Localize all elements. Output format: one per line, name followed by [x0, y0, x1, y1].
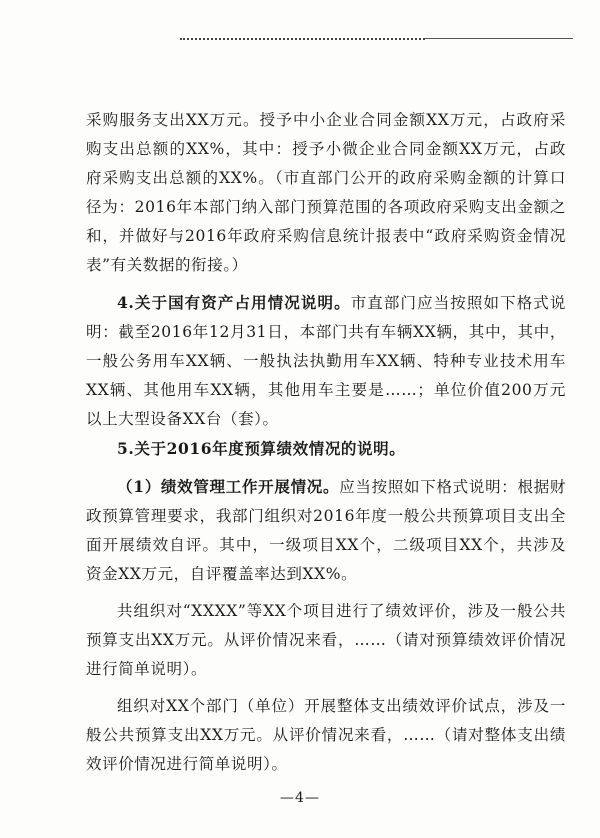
- paragraph-performance-heading: [86, 434, 566, 464]
- subsection-heading-1: （1）绩效管理工作开展情况。: [117, 477, 340, 496]
- paragraph-text: 采购服务支出XX万元。授予中小企业合同金额XX万元，占政府采购支出总额的XX%，其中：授予小微企业合同金额XX万元，占政府采购支出总额的XX%。（市直部门公开的政府采购金额的计算口径为：2016年本部门纳入部门预算范围的各项政府采购支出金额之和，并做好与2016年政府采购信息统计报表中“政府采购资金情况表”有关数据的衔接。）: [86, 111, 566, 274]
- paragraph-procurement: [86, 106, 566, 280]
- paragraph-text: 组织对XX个部门（单位）开展整体支出绩效评价试点，涉及一般公共预算支出XX万元。从评价情况来看，……（请对整体支出绩效评价情况进行简单说明）。: [86, 697, 566, 773]
- paragraph-text: 市直部门应当按照如下格式说明：截至2016年12月31日，本部门共有车辆XX辆，其中，其中，一般公务用车XX辆、一般执法执勤用车XX辆、特种专业技术用车XX辆、其他用车XX辆，其他用车主要是……；单位价值200万元以上大型设备XX台（套）。: [86, 294, 566, 428]
- paragraph-text: 应当按照如下格式说明：根据财政预算管理要求，我部门组织对2016年度一般公共预算项目支出全面开展绩效自评。其中，一级项目XX个，二级项目XX个，共涉及资金XX万元，自评覆盖率达到XX%。: [86, 478, 567, 583]
- paragraph-overall-evaluation: [86, 692, 566, 779]
- section-heading-5: 5.关于2016年度预算绩效情况的说明。: [117, 439, 406, 458]
- header-rule-line: [425, 38, 573, 39]
- page-number: —4—: [280, 790, 320, 806]
- paragraph-state-assets: [86, 288, 566, 434]
- paragraph-text: 共组织对“XXXX”等XX个项目进行了绩效评价，涉及一般公共预算支出XX万元。从评价情况来看，……（请对预算绩效评价情况进行简单说明）。: [86, 602, 566, 678]
- header-dotted-line: [180, 38, 425, 40]
- paragraph-performance-management: [86, 472, 566, 589]
- paragraph-project-evaluation: [86, 597, 566, 684]
- section-heading-4: 4.关于国有资产占用情况说明。: [117, 293, 351, 312]
- document-body: [86, 106, 566, 779]
